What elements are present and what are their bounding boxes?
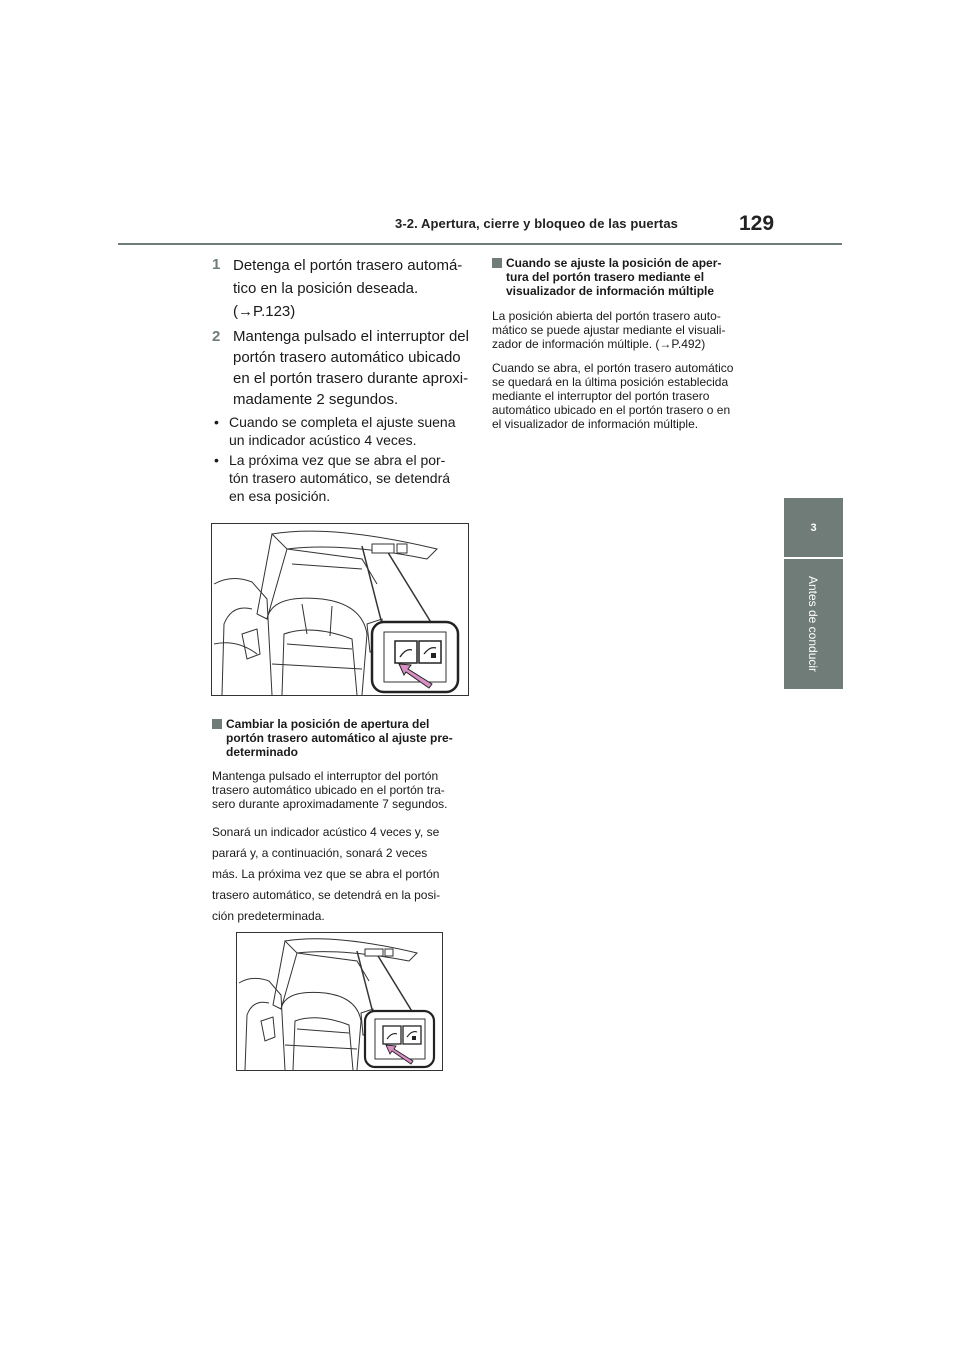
step-line: Mantenga pulsado el interruptor del: [233, 328, 469, 345]
bullet-line: Cuando se completa el ajuste suena: [229, 414, 456, 430]
para-line: Sonará un indicador acústico 4 veces y, se: [212, 825, 440, 839]
tailgate-close-lock-icon: [419, 641, 441, 663]
para-line: más. La próxima vez que se abra el portón: [212, 867, 440, 881]
step-1: [212, 254, 472, 323]
step-2: [212, 326, 472, 410]
step-line: portón trasero automático ubicado: [233, 349, 461, 366]
section-marker-icon: [492, 258, 502, 268]
tailgate-open-icon: [395, 641, 417, 663]
step-line: madamente 2 segundos.: [233, 391, 399, 408]
tailgate-switch-illustration-2: [236, 932, 443, 1071]
para-line: el visualizador de información múltiple.: [492, 417, 699, 431]
section-title: 3-2. Apertura, cierre y bloqueo de las puertas: [395, 216, 678, 231]
tailgate-switch-illustration: [211, 523, 469, 696]
tailgate-illustration-drawing: [212, 524, 468, 695]
para-line: ción predeterminada.: [212, 909, 325, 923]
paragraph-display-1: [492, 309, 754, 351]
heading-line: Cambiar la posición de apertura del: [226, 717, 430, 731]
bullet-line: La próxima vez que se abra el por-: [229, 452, 446, 468]
para-line: Cuando se abra, el portón trasero automático: [492, 361, 734, 375]
step-line: tico en la posición deseada.: [233, 280, 419, 297]
step-line: en el portón trasero durante aproxi-: [233, 370, 469, 387]
para-line: La posición abierta del portón trasero auto-: [492, 309, 721, 323]
para-line: Mantenga pulsado el interruptor del portón: [212, 769, 439, 783]
section-heading-display: [492, 256, 754, 298]
para-line: mediante el interruptor del portón trasero: [492, 389, 710, 403]
bullet-line: un indicador acústico 4 veces.: [229, 432, 417, 448]
para-line: parará y, a continuación, sonará 2 veces: [212, 846, 428, 860]
bullet-marker: •: [214, 414, 219, 430]
para-line: sero durante aproximadamente 7 segundos.: [212, 797, 448, 811]
section-marker-icon: [212, 719, 222, 729]
list-item: [212, 413, 474, 449]
paragraph-display-2: [492, 361, 754, 431]
para-line: trasero automático, se detendrá en la posi-: [212, 888, 441, 902]
para-line: se quedará en la última posición establecida: [492, 375, 729, 389]
heading-line: tura del portón trasero mediante el: [506, 270, 705, 284]
list-item: [212, 451, 474, 505]
paragraph-default-1: [212, 769, 474, 811]
heading-line: visualizador de información múltiple: [506, 284, 715, 298]
heading-line: Cuando se ajuste la posición de aper-: [506, 256, 722, 270]
step-line: (→P.123): [233, 303, 296, 320]
tailgate-open-icon: [383, 1026, 401, 1044]
heading-line: determinado: [226, 745, 299, 759]
tailgate-close-lock-icon: [403, 1026, 421, 1044]
step-number: 1: [212, 256, 221, 273]
para-line: trasero automático ubicado en el portón tra-: [212, 783, 445, 797]
bullet-line: en esa posición.: [229, 488, 331, 504]
notes-list: [212, 413, 474, 507]
para-line: zador de información múltiple. (→P.492): [492, 337, 706, 351]
chapter-title: Antes de conducir: [806, 575, 820, 673]
chapter-number-tab: [784, 498, 843, 557]
tailgate-illustration-drawing-2: [237, 933, 442, 1070]
heading-line: portón trasero automático al ajuste pre-: [226, 731, 453, 745]
step-line: Detenga el portón trasero automá-: [233, 257, 463, 274]
bullet-line: tón trasero automático, se detendrá: [229, 470, 451, 486]
step-number: 2: [212, 328, 221, 345]
header-rule: [118, 243, 842, 245]
para-line: mático se puede ajustar mediante el visuali-: [492, 323, 726, 337]
para-line: automático ubicado en el portón trasero o en: [492, 403, 731, 417]
page-number: 129: [739, 212, 775, 235]
section-heading-default: [212, 717, 474, 759]
bullet-marker: •: [214, 452, 219, 468]
chapter-number: 3: [810, 521, 817, 534]
paragraph-default-2: [212, 822, 474, 927]
